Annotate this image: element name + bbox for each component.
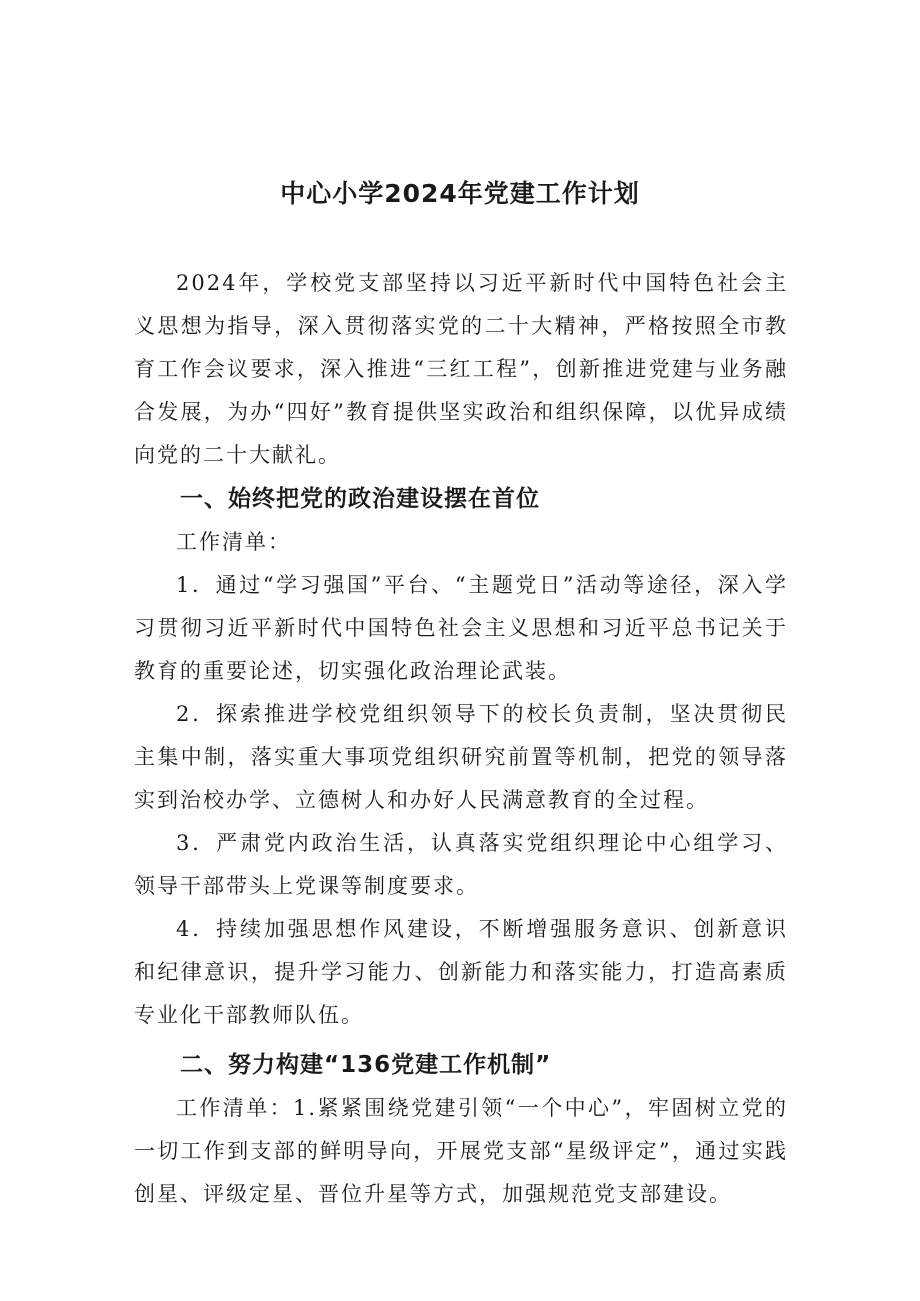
section-1-item-1: 1．通过“学习强国”平台、“主题党日”活动等途径，深入学习贯彻习近平新时代中国特色社会主义思想和习近平总书记关于教育的重要论述，切实强化政治理论武装。 <box>134 573 788 683</box>
section-2-item-1: 工作清单：1.紧紧围绕党建引领“一个中心”，牢固树立党的一切工作到支部的鲜明导向，开展党支部“星级评定”，通过实践创星、评级定星、晋位升星等方式，加强规范党支部建设。 <box>134 1096 788 1206</box>
intro-paragraph: 2024年，学校党支部坚持以习近平新时代中国特色社会主义思想为指导，深入贯彻落实党的二十大精神，严格按照全市教育工作会议要求，深入推进“三红工程”，创新推进党建与业务融合发展，为办“四好”教育提供坚实政治和组织保障，以优异成绩向党的二十大献礼。 <box>134 271 788 467</box>
document-title: 中心小学2024年党建工作计划 <box>280 179 640 208</box>
section-1-list-label: 工作清单： <box>176 530 291 554</box>
section-1-item-2: 2．探索推进学校党组织领导下的校长负责制，坚决贯彻民主集中制，落实重大事项党组织研究前置等机制，把党的领导落实到治校办学、立德树人和办好人民满意教育的全过程。 <box>134 702 788 812</box>
section-1-heading: 一、始终把党的政治建设摆在首位 <box>180 486 540 512</box>
document-body <box>134 262 788 1216</box>
section-2-heading: 二、努力构建“136党建工作机制” <box>180 1052 552 1078</box>
section-1-item-4: 4．持续加强思想作风建设，不断增强服务意识、创新意识和纪律意识，提升学习能力、创新能力和落实能力，打造高素质专业化干部教师队伍。 <box>134 917 788 1027</box>
section-1-item-3: 3．严肃党内政治生活，认真落实党组织理论中心组学习、领导干部带头上党课等制度要求。 <box>134 831 788 898</box>
